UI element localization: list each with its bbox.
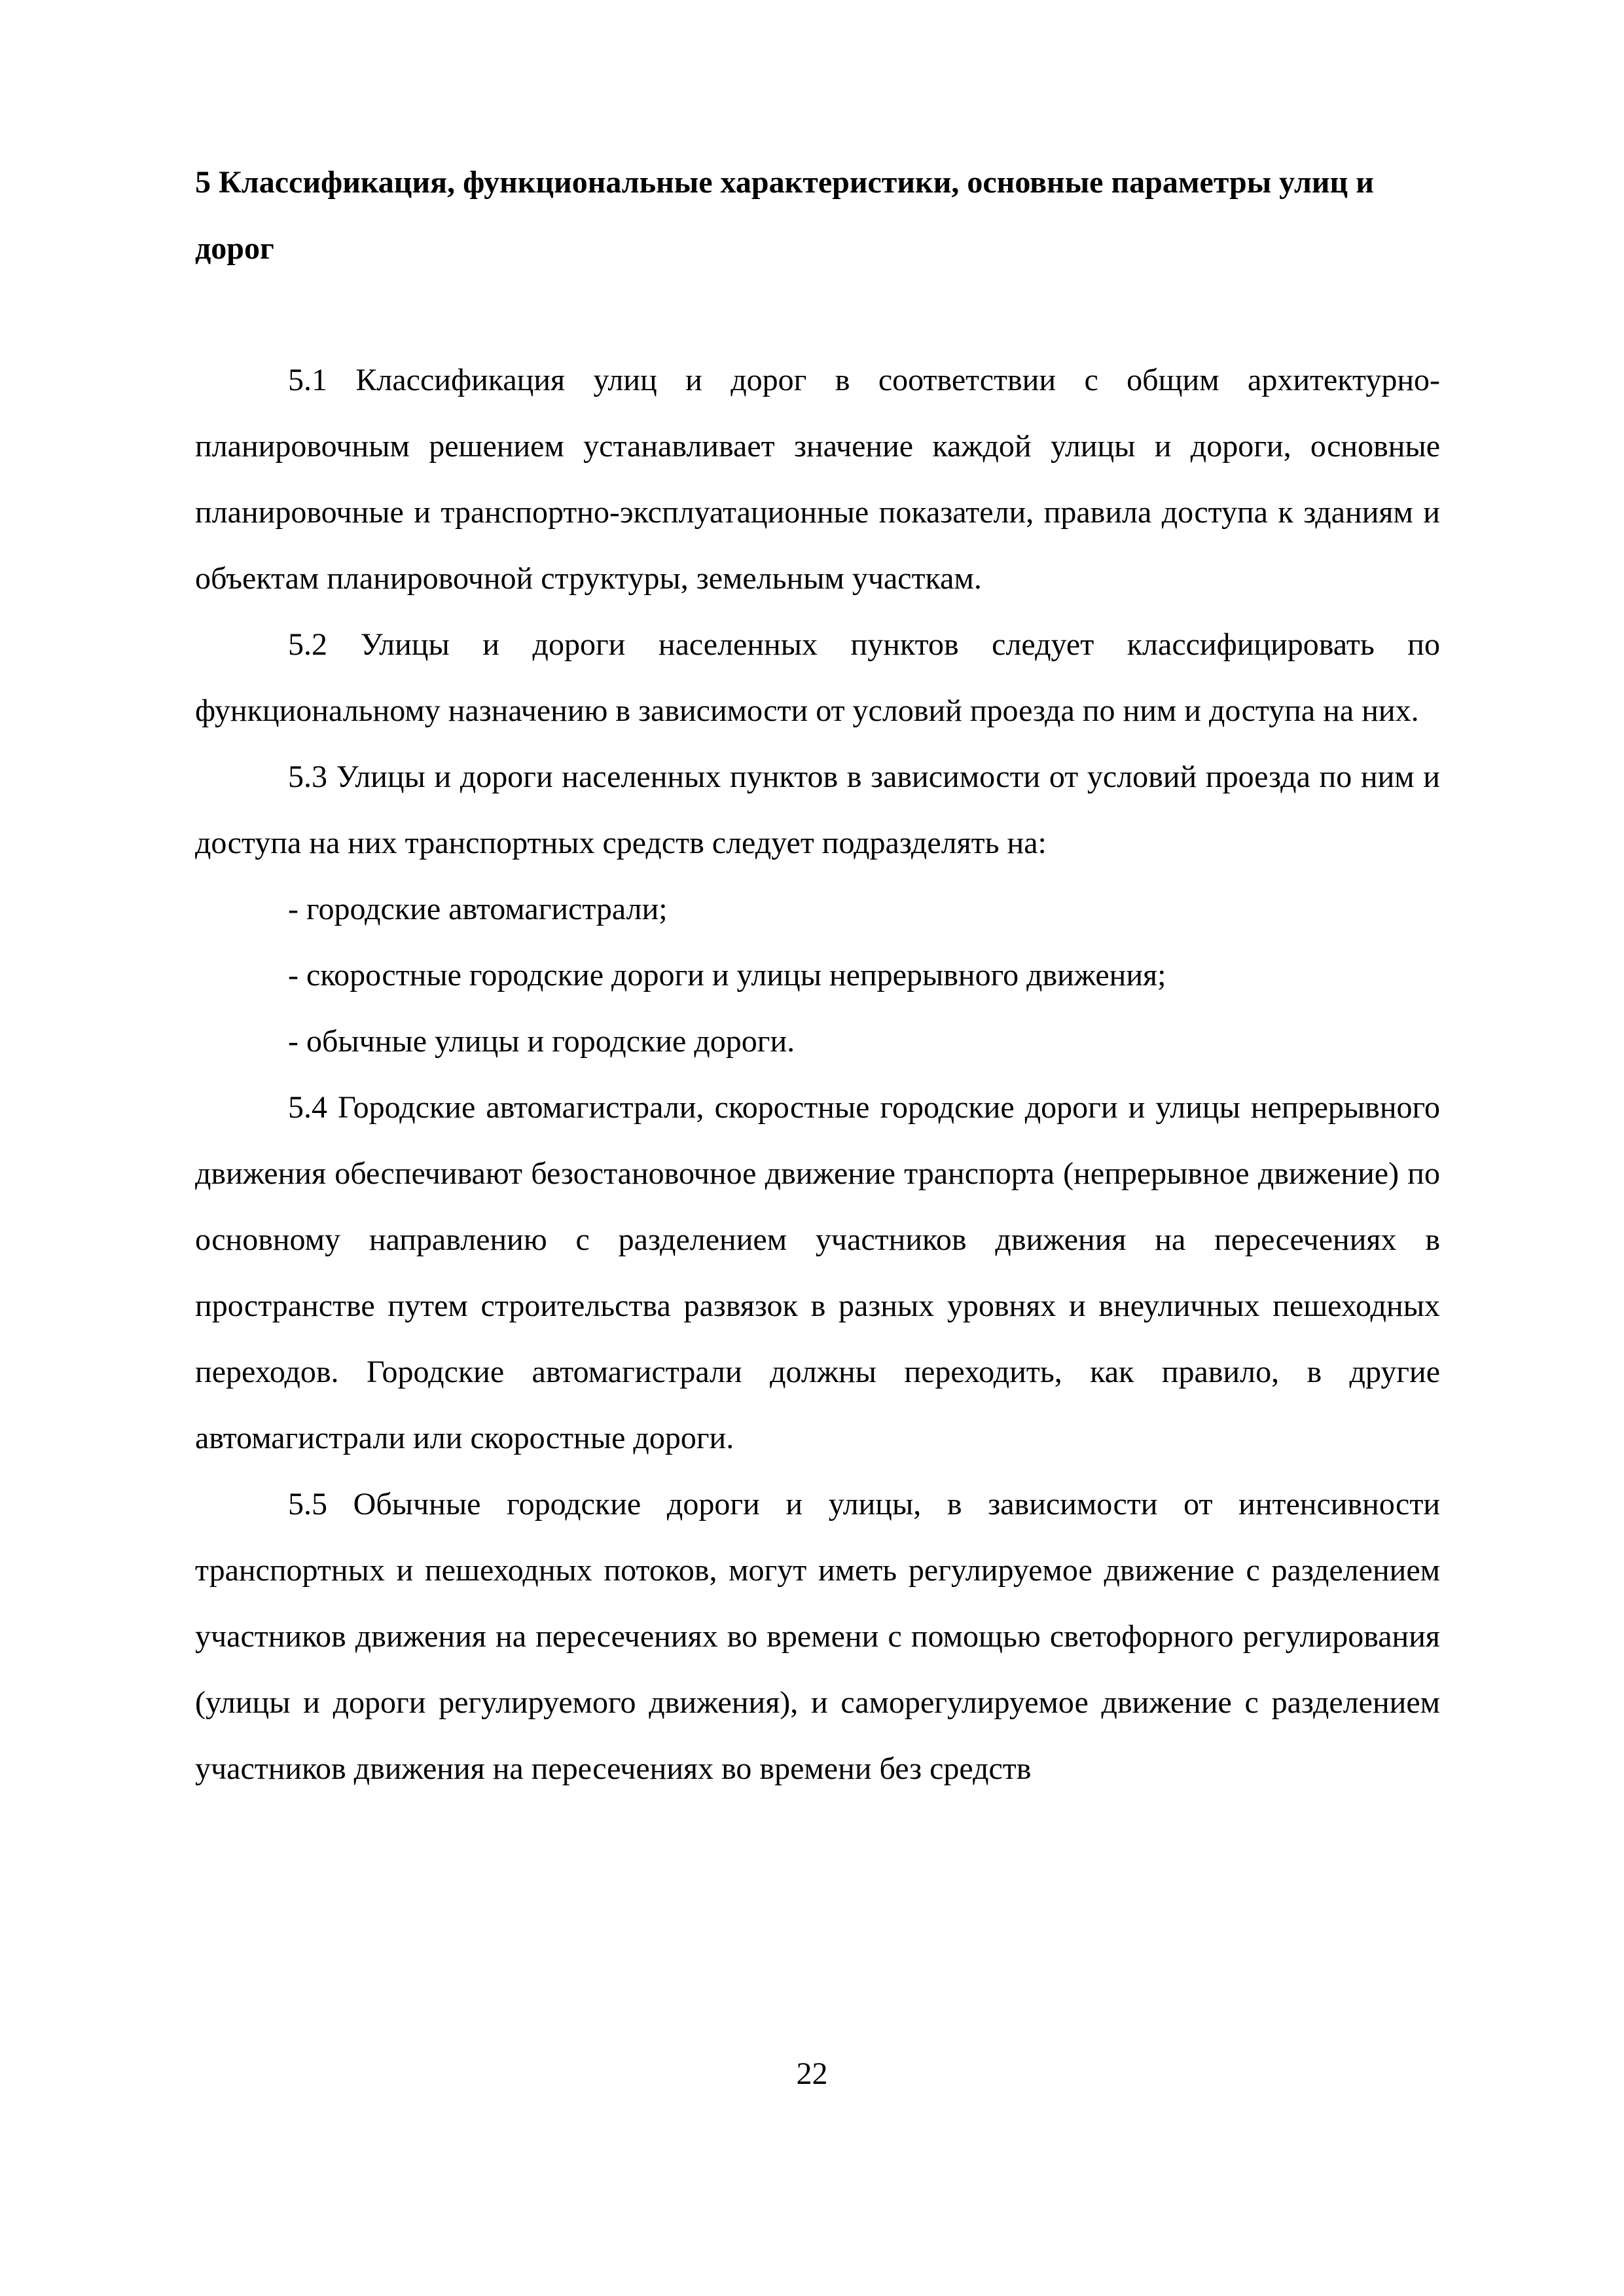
paragraph-5-5: 5.5 Обычные городские дороги и улицы, в зависимости от интенсивности транспортных и пешеходных потоков, могут иметь регулируемое движение с разделением участников движения на пересечениях во времени с помощью светофорного регулирования (улицы и дороги регулируемого движения), и саморегулируемое движение с разделением участников движения на пересечениях во времени без средств [195, 1487, 1440, 1786]
section-body [195, 347, 1440, 1802]
paragraph-5-3: 5.3 Улицы и дороги населенных пунктов в зависимости от условий проезда по ним и доступа на них транспортных средств следует подразделять на: [195, 759, 1440, 860]
list-item-obychnye-ulitsy: - обычные улицы и городские дороги. [288, 1024, 795, 1059]
page-content [195, 149, 1440, 1802]
list-item-automagistrali: - городские автомагистрали; [288, 892, 668, 926]
paragraph-5-1: 5.1 Классификация улиц и дорог в соответствии с общим архитектурно-планировочным решением устанавливает значение каждой улицы и дороги, основные планировочные и транспортно-эксплуатационные показатели, правила доступа к зданиям и объектам планировочной структуры, земельным участкам. [195, 363, 1440, 596]
paragraph-5-4: 5.4 Городские автомагистрали, скоростные городские дороги и улицы непрерывного движения обеспечивают безостановочное движение транспорта (непрерывное движение) по основному направлению с разделением участников движения на пересечениях в пространстве путем строительства развязок в разных уровнях и внеуличных пешеходных переходов. Городские автомагистрали должны переходить, как правило, в другие автомагистрали или скоростные дороги. [195, 1090, 1440, 1455]
section-heading: 5 Классификация, функциональные характеристики, основные параметры улиц и дорог [195, 165, 1374, 266]
page-number: 22 [796, 2056, 828, 2091]
paragraph-5-2: 5.2 Улицы и дороги населенных пунктов следует классифицировать по функциональному назначению в зависимости от условий проезда по ним и доступа на них. [195, 627, 1440, 728]
list-item-skorostnye-dorogi: - скоростные городские дороги и улицы непрерывного движения; [288, 958, 1166, 993]
